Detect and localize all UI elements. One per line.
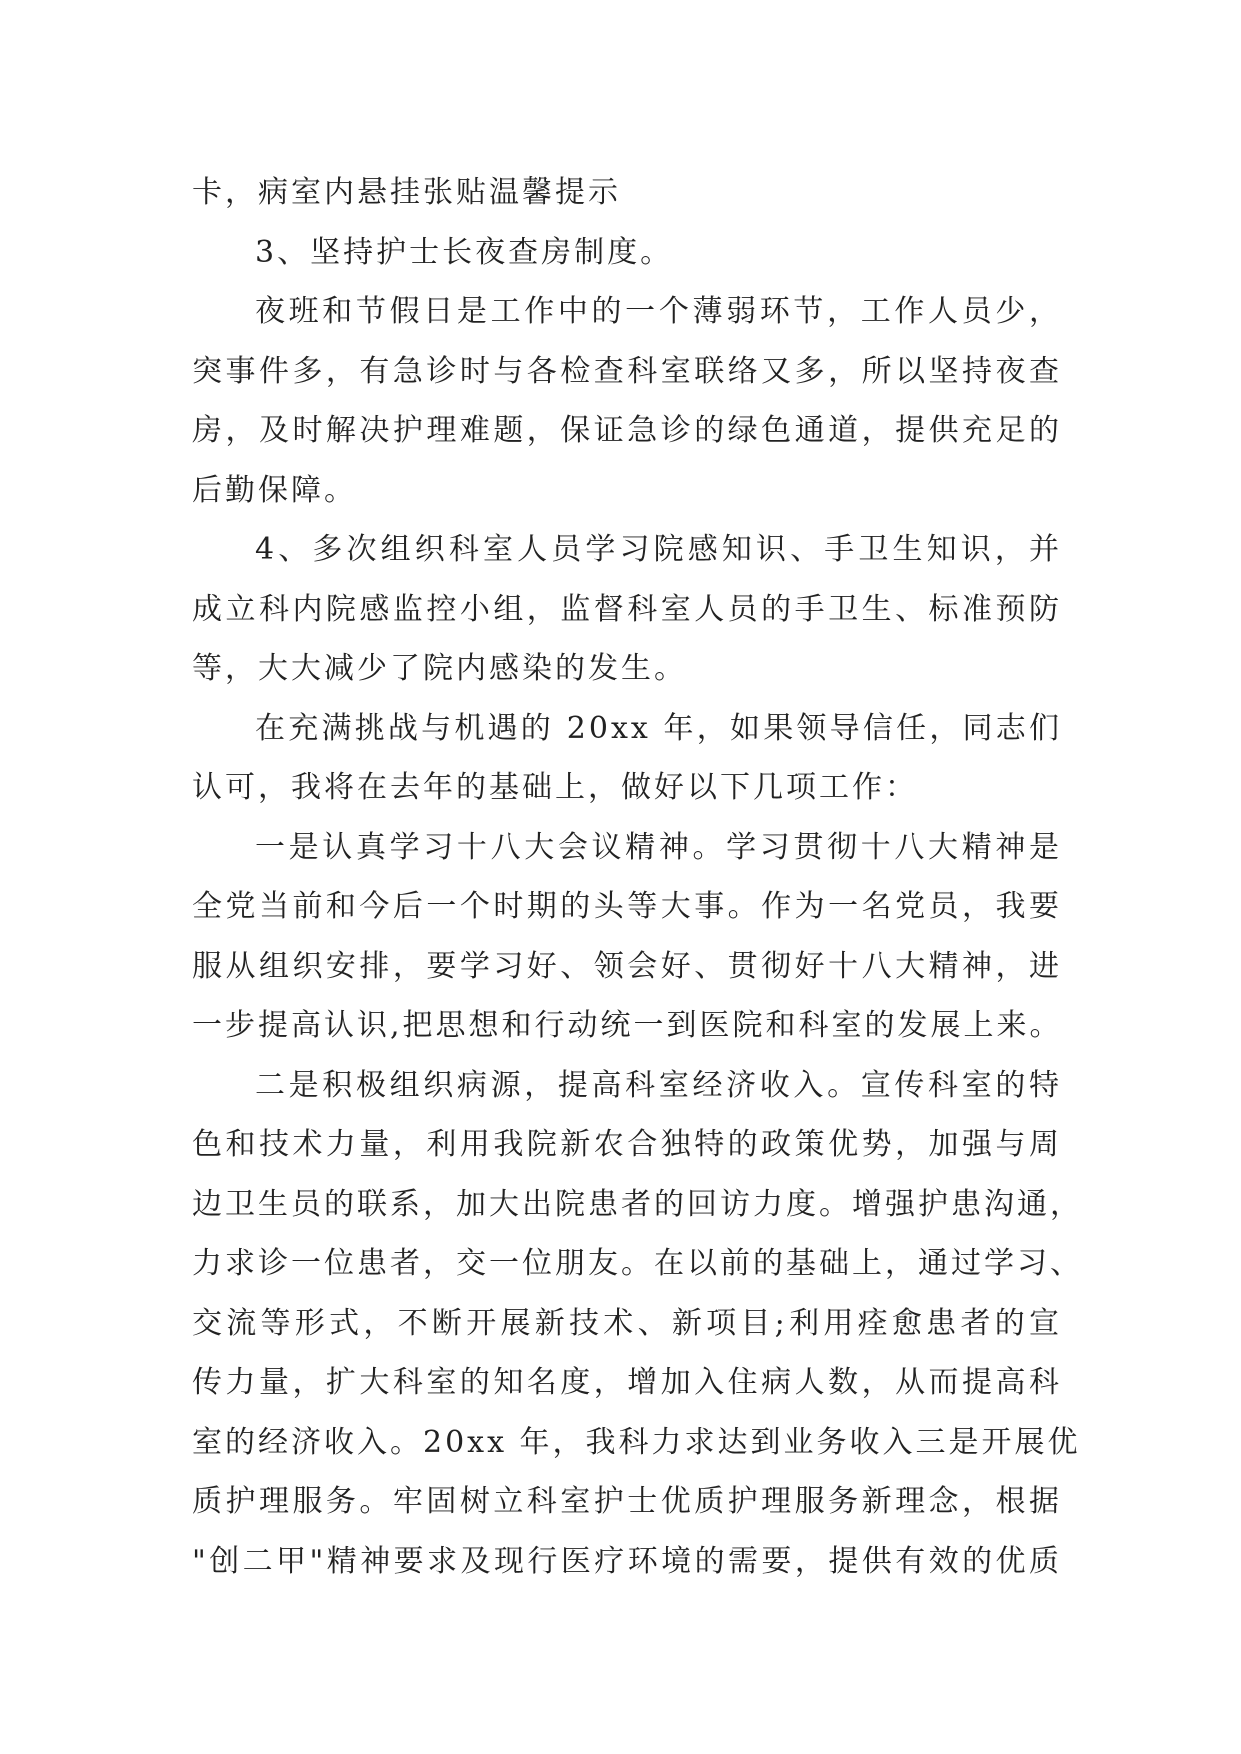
text-line: 力求诊一位患者，交一位朋友。在以前的基础上，通过学习、 xyxy=(192,1246,1083,1281)
text-line: 认可，我将在去年的基础上，做好以下几项工作： xyxy=(192,770,918,805)
text-line: 质护理服务。牢固树立科室护士优质护理服务新理念，根据 xyxy=(192,1484,1062,1519)
text-line: 全党当前和今后一个时期的头等大事。作为一名党员，我要 xyxy=(192,889,1062,924)
text-line: 突事件多，有急诊时与各检查科室联络又多，所以坚持夜查 xyxy=(192,353,1062,389)
text-line: 一是认真学习十八大会议精神。学习贯彻十八大精神是 xyxy=(255,829,1062,865)
text-line: 传力量，扩大科室的知名度，增加入住病人数，从而提高科 xyxy=(192,1365,1062,1400)
text-line: 等，大大减少了院内感染的发生。 xyxy=(192,651,687,686)
text-line: 房，及时解决护理难题，保证急诊的绿色通道，提供充足的 xyxy=(192,413,1062,448)
text-line: 成立科内院感监控小组，监督科室人员的手卫生、标准预防 xyxy=(192,591,1062,627)
text-line: 卡，病室内悬挂张贴温馨提示 xyxy=(192,175,621,210)
document-body xyxy=(192,163,1083,1591)
text-line: 3、坚持护士长夜查房制度。 xyxy=(255,234,674,270)
text-line: 后勤保障。 xyxy=(192,472,357,508)
text-line: 夜班和节假日是工作中的一个薄弱环节，工作人员少， xyxy=(255,294,1062,329)
text-line: 色和技术力量，利用我院新农合独特的政策优势，加强与周 xyxy=(192,1127,1062,1162)
text-line: "创二甲"精神要求及现行医疗环境的需要，提供有效的优质 xyxy=(192,1543,1062,1579)
text-line: 室的经济收入。20xx 年，我科力求达到业务收入三是开展优 xyxy=(192,1424,1081,1460)
text-line: 在充满挑战与机遇的 20xx 年，如果领导信任，同志们 xyxy=(255,710,1062,746)
text-line: 边卫生员的联系，加大出院患者的回访力度。增强护患沟通， xyxy=(192,1186,1083,1222)
text-line: 服从组织安排，要学习好、领会好、贯彻好十八大精神，进 xyxy=(192,948,1062,984)
text-line: 4、多次组织科室人员学习院感知识、手卫生知识，并 xyxy=(255,532,1062,567)
text-line: 一步提高认识,把思想和行动统一到医院和科室的发展上来。 xyxy=(192,1008,1063,1043)
text-line: 二是积极组织病源，提高科室经济收入。宣传科室的特 xyxy=(255,1067,1062,1103)
text-line: 交流等形式，不断开展新技术、新项目;利用痊愈患者的宣 xyxy=(192,1305,1062,1341)
